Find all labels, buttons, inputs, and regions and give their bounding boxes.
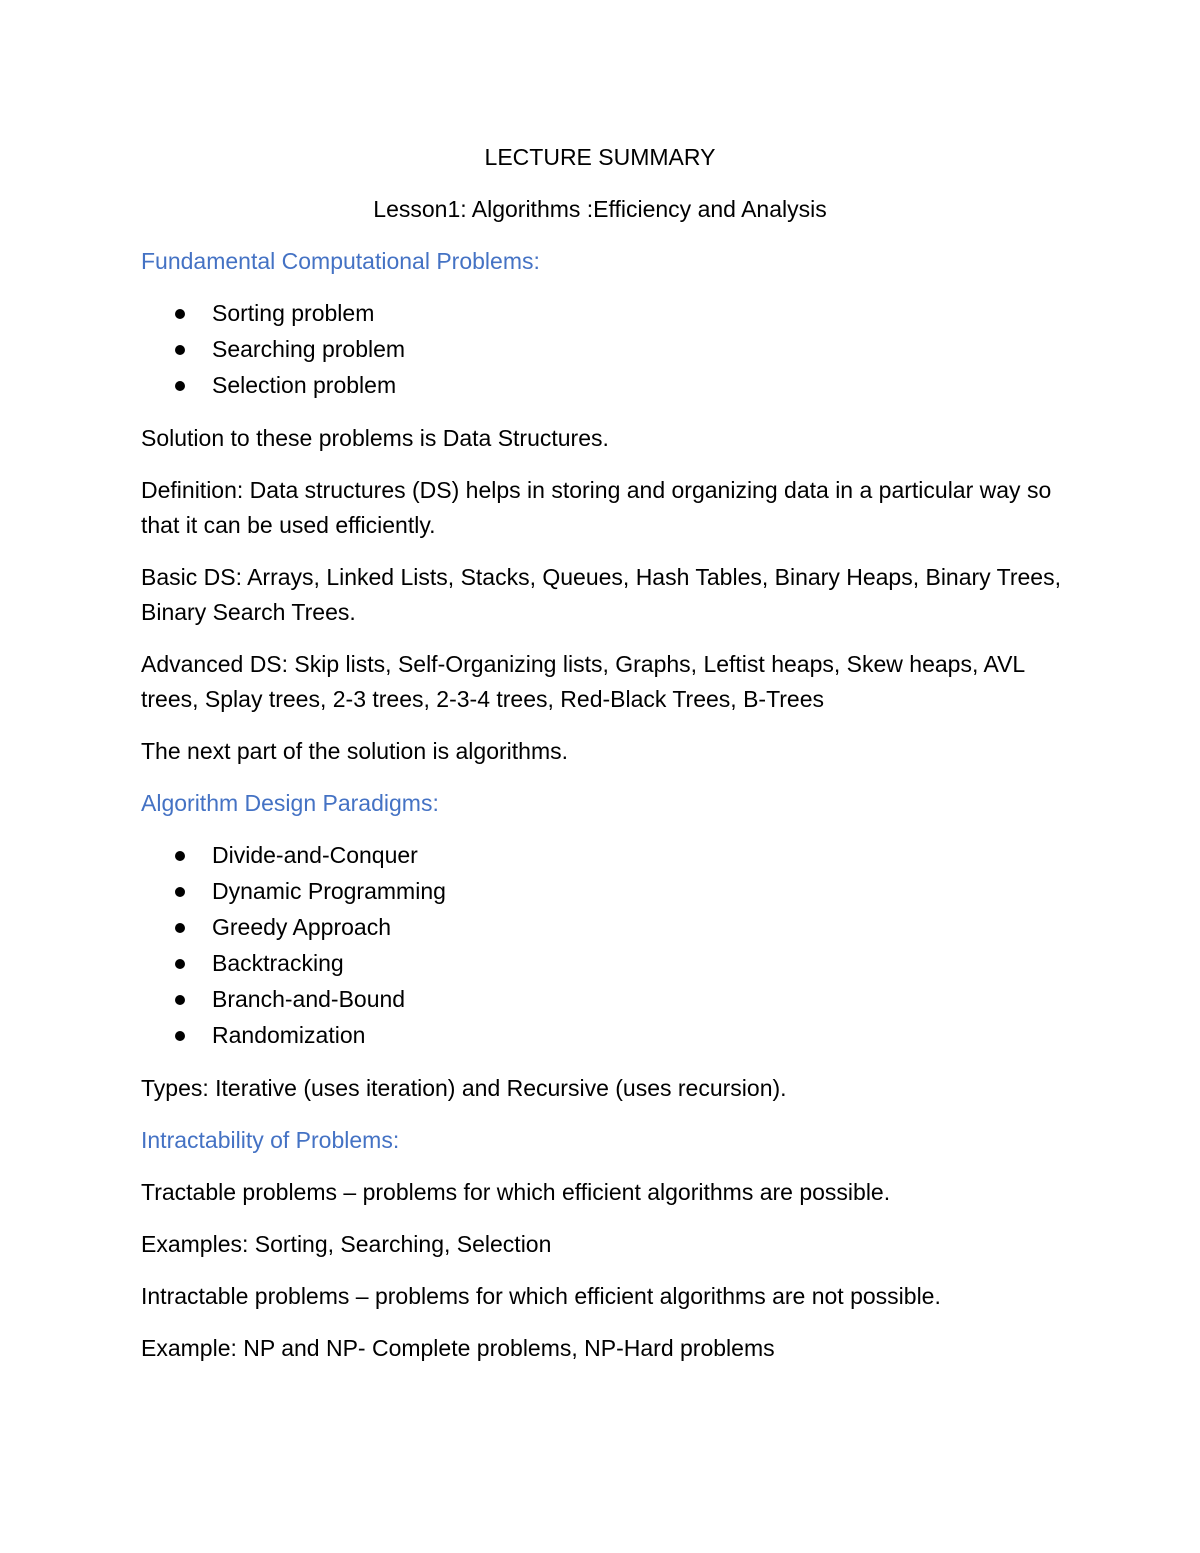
paragraph-tractable: Tractable problems – problems for which efficient algorithms are possible. xyxy=(141,1179,891,1205)
bullet-icon xyxy=(175,309,185,319)
list-item-label: Searching problem xyxy=(212,336,406,362)
section-heading-design-paradigms: Algorithm Design Paradigms: xyxy=(141,790,439,816)
paragraph-example-np: Example: NP and NP- Complete problems, NP-Hard problems xyxy=(141,1335,775,1361)
list-item-label: Greedy Approach xyxy=(212,914,392,940)
paragraph-solution: Solution to these problems is Data Structures. xyxy=(141,425,609,451)
list-item xyxy=(141,910,1061,946)
list-item xyxy=(141,982,1061,1018)
bullet-icon xyxy=(175,887,185,897)
paragraph-types: Types: Iterative (uses iteration) and Recursive (uses recursion). xyxy=(141,1075,787,1101)
paragraph-basic-ds: Basic DS: Arrays, Linked Lists, Stacks, Queues, Hash Tables, Binary Heaps, Binary Trees, Binary Search Trees. xyxy=(141,564,1061,625)
bullet-icon xyxy=(175,345,185,355)
list-item-label: Dynamic Programming xyxy=(212,878,446,904)
section-heading-intractability: Intractability of Problems: xyxy=(141,1127,400,1153)
list-item xyxy=(141,332,1061,368)
list-item xyxy=(141,838,1061,874)
list-item xyxy=(141,1018,1061,1054)
list-item-label: Sorting problem xyxy=(212,300,375,326)
bullet-icon xyxy=(175,959,185,969)
paragraph-next-part: The next part of the solution is algorithms. xyxy=(141,738,568,764)
paradigm-list xyxy=(141,838,1061,1054)
list-item xyxy=(141,874,1061,910)
list-item xyxy=(141,946,1061,982)
bullet-icon xyxy=(175,1031,185,1041)
lesson-subtitle: Lesson1: Algorithms :Efficiency and Analysis xyxy=(373,196,827,222)
list-item-label: Branch-and-Bound xyxy=(212,986,406,1012)
list-item xyxy=(141,368,1061,404)
bullet-icon xyxy=(175,995,185,1005)
list-item-label: Divide-and-Conquer xyxy=(212,842,418,868)
bullet-icon xyxy=(175,923,185,933)
paragraph-advanced-ds: Advanced DS: Skip lists, Self-Organizing lists, Graphs, Leftist heaps, Skew heaps, AVL trees, Splay trees, 2-3 trees, 2-3-4 trees, Red-Black Trees, B-Trees xyxy=(141,651,1025,712)
list-item-label: Selection problem xyxy=(212,372,397,398)
document-body xyxy=(141,140,1061,1383)
paragraph-examples: Examples: Sorting, Searching, Selection xyxy=(141,1231,552,1257)
list-item-label: Backtracking xyxy=(212,950,344,976)
paragraph-definition: Definition: Data structures (DS) helps in storing and organizing data in a particular way so that it can be used efficiently. xyxy=(141,477,1052,538)
list-item-label: Randomization xyxy=(212,1022,366,1048)
list-item xyxy=(141,296,1061,332)
problem-list xyxy=(141,296,1061,404)
paragraph-intractable: Intractable problems – problems for which efficient algorithms are not possible. xyxy=(141,1283,941,1309)
section-heading-fundamental-problems: Fundamental Computational Problems: xyxy=(141,248,540,274)
document-title: LECTURE SUMMARY xyxy=(484,144,716,170)
bullet-icon xyxy=(175,851,185,861)
bullet-icon xyxy=(175,381,185,391)
